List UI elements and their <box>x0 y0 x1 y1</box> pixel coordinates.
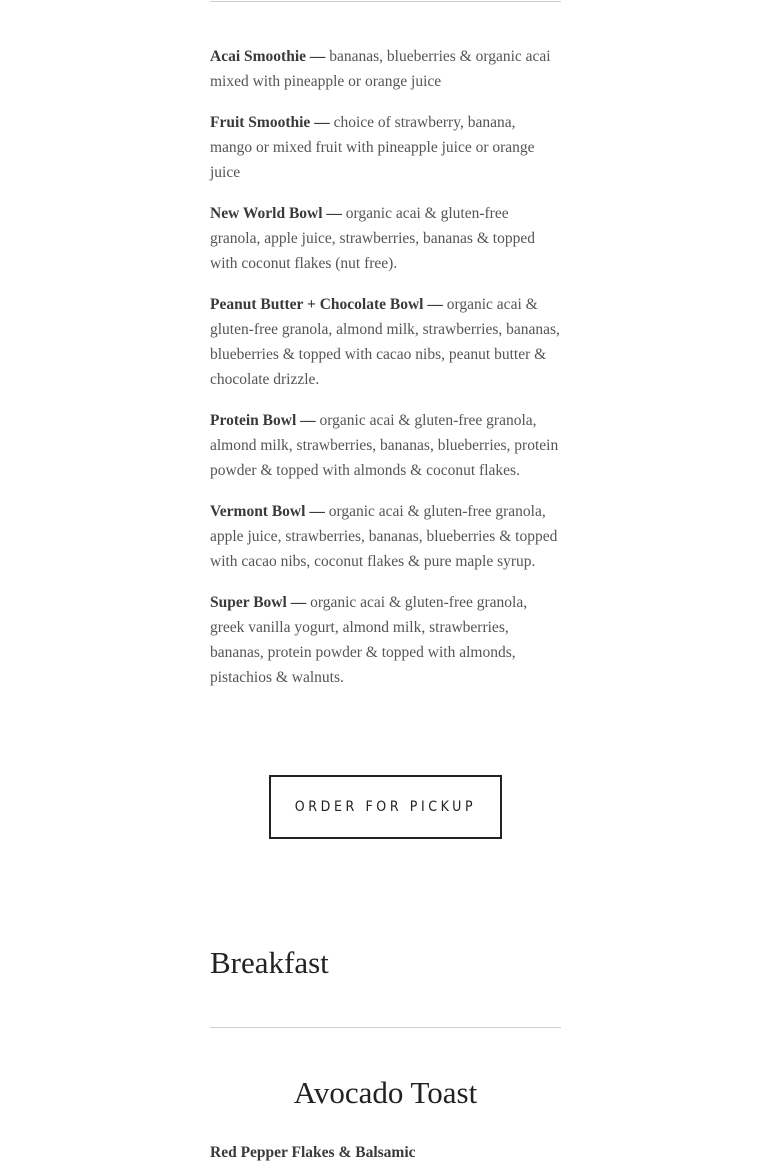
menu-item-vermont-bowl <box>210 499 561 574</box>
item-description: organic acai & gluten-free granola, apple juice, strawberries, bananas & topped with coconut flakes (nut free). <box>210 205 535 272</box>
item-name: Fruit Smoothie <box>210 114 311 131</box>
item-description: choice of strawberry, banana, mango or mixed fruit with pineapple juice or orange juice <box>210 114 535 181</box>
item-name: Acai Smoothie <box>210 48 307 65</box>
item-name: Super Bowl <box>210 594 287 611</box>
menu-item-acai-smoothie <box>210 44 561 94</box>
item-description: organic acai & gluten-free granola, almond milk, strawberries, bananas, blueberries & topped with cacao nibs, peanut butter & chocolate drizzle. <box>210 296 560 388</box>
item-description: bananas, blueberries & organic acai mixed with pineapple or orange juice <box>210 48 551 90</box>
section-title-breakfast: Breakfast <box>210 945 329 980</box>
item-name: Vermont Bowl <box>210 503 306 520</box>
top-divider <box>210 1 561 2</box>
menu-item-fruit-smoothie <box>210 110 561 185</box>
item-description: organic acai & gluten-free granola, apple juice, strawberries, bananas, blueberries & topped with cacao nibs, coconut flakes & pure maple syrup. <box>210 503 558 570</box>
item-name: Peanut Butter + Chocolate Bowl <box>210 296 424 313</box>
menu-item-super-bowl <box>210 590 561 690</box>
menu-item-red-pepper-flakes-balsamic: Red Pepper Flakes & Balsamic <box>210 1144 416 1161</box>
menu-item-list <box>210 44 561 706</box>
item-name: New World Bowl <box>210 205 323 222</box>
section-divider <box>210 1027 561 1028</box>
item-description: organic acai & gluten-free granola, almond milk, strawberries, bananas, blueberries, protein powder & topped with almonds & coconut flakes. <box>210 412 559 479</box>
item-separator: — <box>286 594 311 611</box>
item-separator: — <box>322 205 346 222</box>
item-description: organic acai & gluten-free granola, greek vanilla yogurt, almond milk, strawberries, bananas, protein powder & topped with almonds, pistachios & walnuts. <box>210 594 528 686</box>
menu-item-new-world-bowl <box>210 201 561 276</box>
item-separator: — <box>423 296 447 313</box>
menu-item-protein-bowl <box>210 408 561 483</box>
item-separator: — <box>305 503 329 520</box>
order-cta-wrapper <box>210 775 561 839</box>
menu-item-peanut-butter-chocolate-bowl <box>210 292 561 392</box>
item-name: Protein Bowl <box>210 412 297 429</box>
item-separator: — <box>296 412 320 429</box>
subsection-title-avocado-toast: Avocado Toast <box>293 1075 478 1110</box>
item-separator: — <box>306 48 330 65</box>
order-for-pickup-button[interactable]: ORDER FOR PICKUP <box>269 775 502 839</box>
item-separator: — <box>310 114 334 131</box>
